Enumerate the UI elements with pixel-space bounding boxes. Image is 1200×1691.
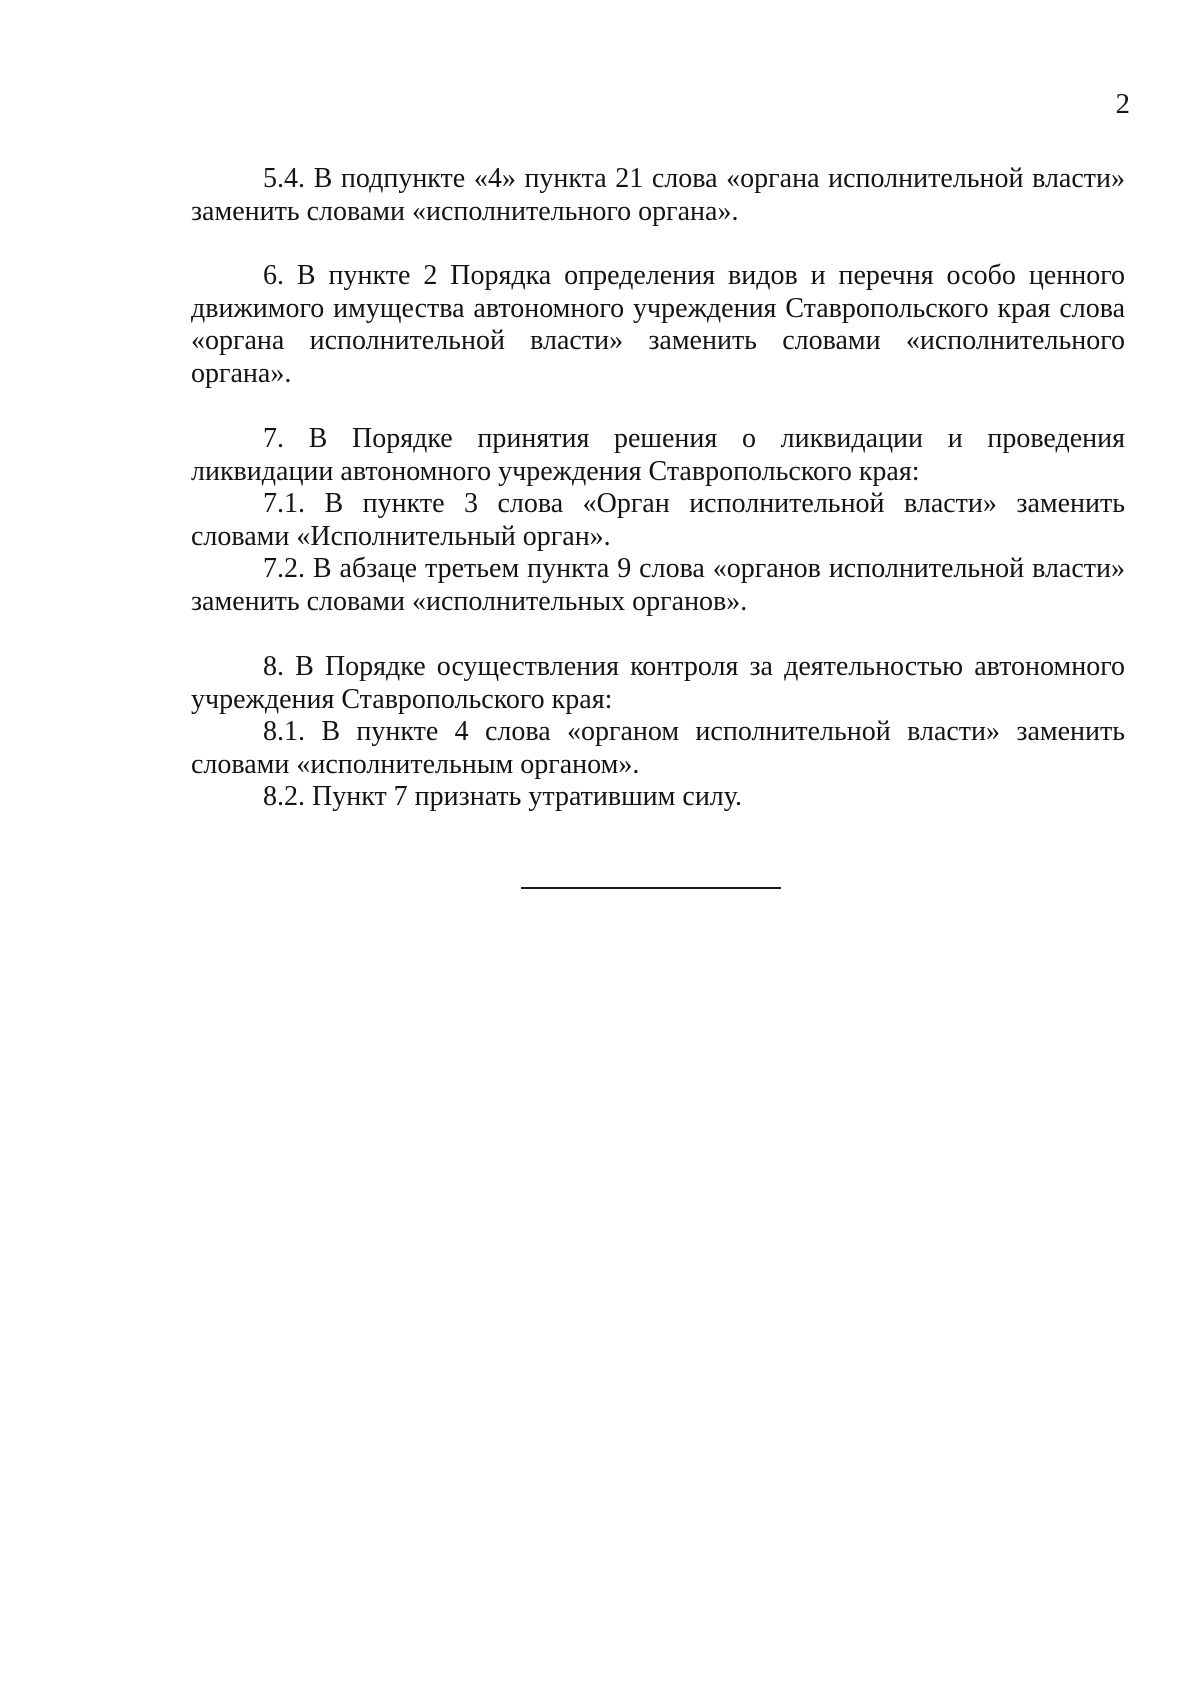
- paragraph-5-4: 5.4. В подпункте «4» пункта 21 слова «органа исполнительной власти» заменить словами «исполнительного органа».: [191, 163, 1125, 227]
- paragraph-8-2: 8.2. Пункт 7 признать утратившим силу.: [263, 781, 742, 812]
- paragraph-7-block: [191, 423, 1125, 618]
- paragraph-5-4-block: [191, 163, 1125, 228]
- end-separator-line: [521, 887, 781, 889]
- paragraph-7-2: 7.2. В абзаце третьем пункта 9 слова «органов исполнительной власти» заменить словами «исполнительных органов».: [191, 553, 1125, 617]
- paragraph-6-block: [191, 260, 1125, 390]
- paragraph-8-1: 8.1. В пункте 4 слова «органом исполнительной власти» заменить словами «исполнительным органом».: [191, 716, 1125, 780]
- paragraph-7: 7. В Порядке принятия решения о ликвидации и проведения ликвидации автономного учреждения Ставропольского края:: [191, 423, 1125, 487]
- paragraph-8-block: [191, 651, 1125, 814]
- page-number: 2: [1115, 88, 1130, 120]
- paragraph-7-1: 7.1. В пункте 3 слова «Орган исполнительной власти» заменить словами «Исполнительный орган».: [191, 488, 1125, 552]
- paragraph-8: 8. В Порядке осуществления контроля за деятельностью автономного учреждения Ставропольского края:: [191, 651, 1125, 715]
- paragraph-6: 6. В пункте 2 Порядка определения видов и перечня особо ценного движимого имущества автономного учреждения Ставропольского края слова «органа исполнительной власти» заменить словами «исполнительного органа».: [191, 260, 1125, 389]
